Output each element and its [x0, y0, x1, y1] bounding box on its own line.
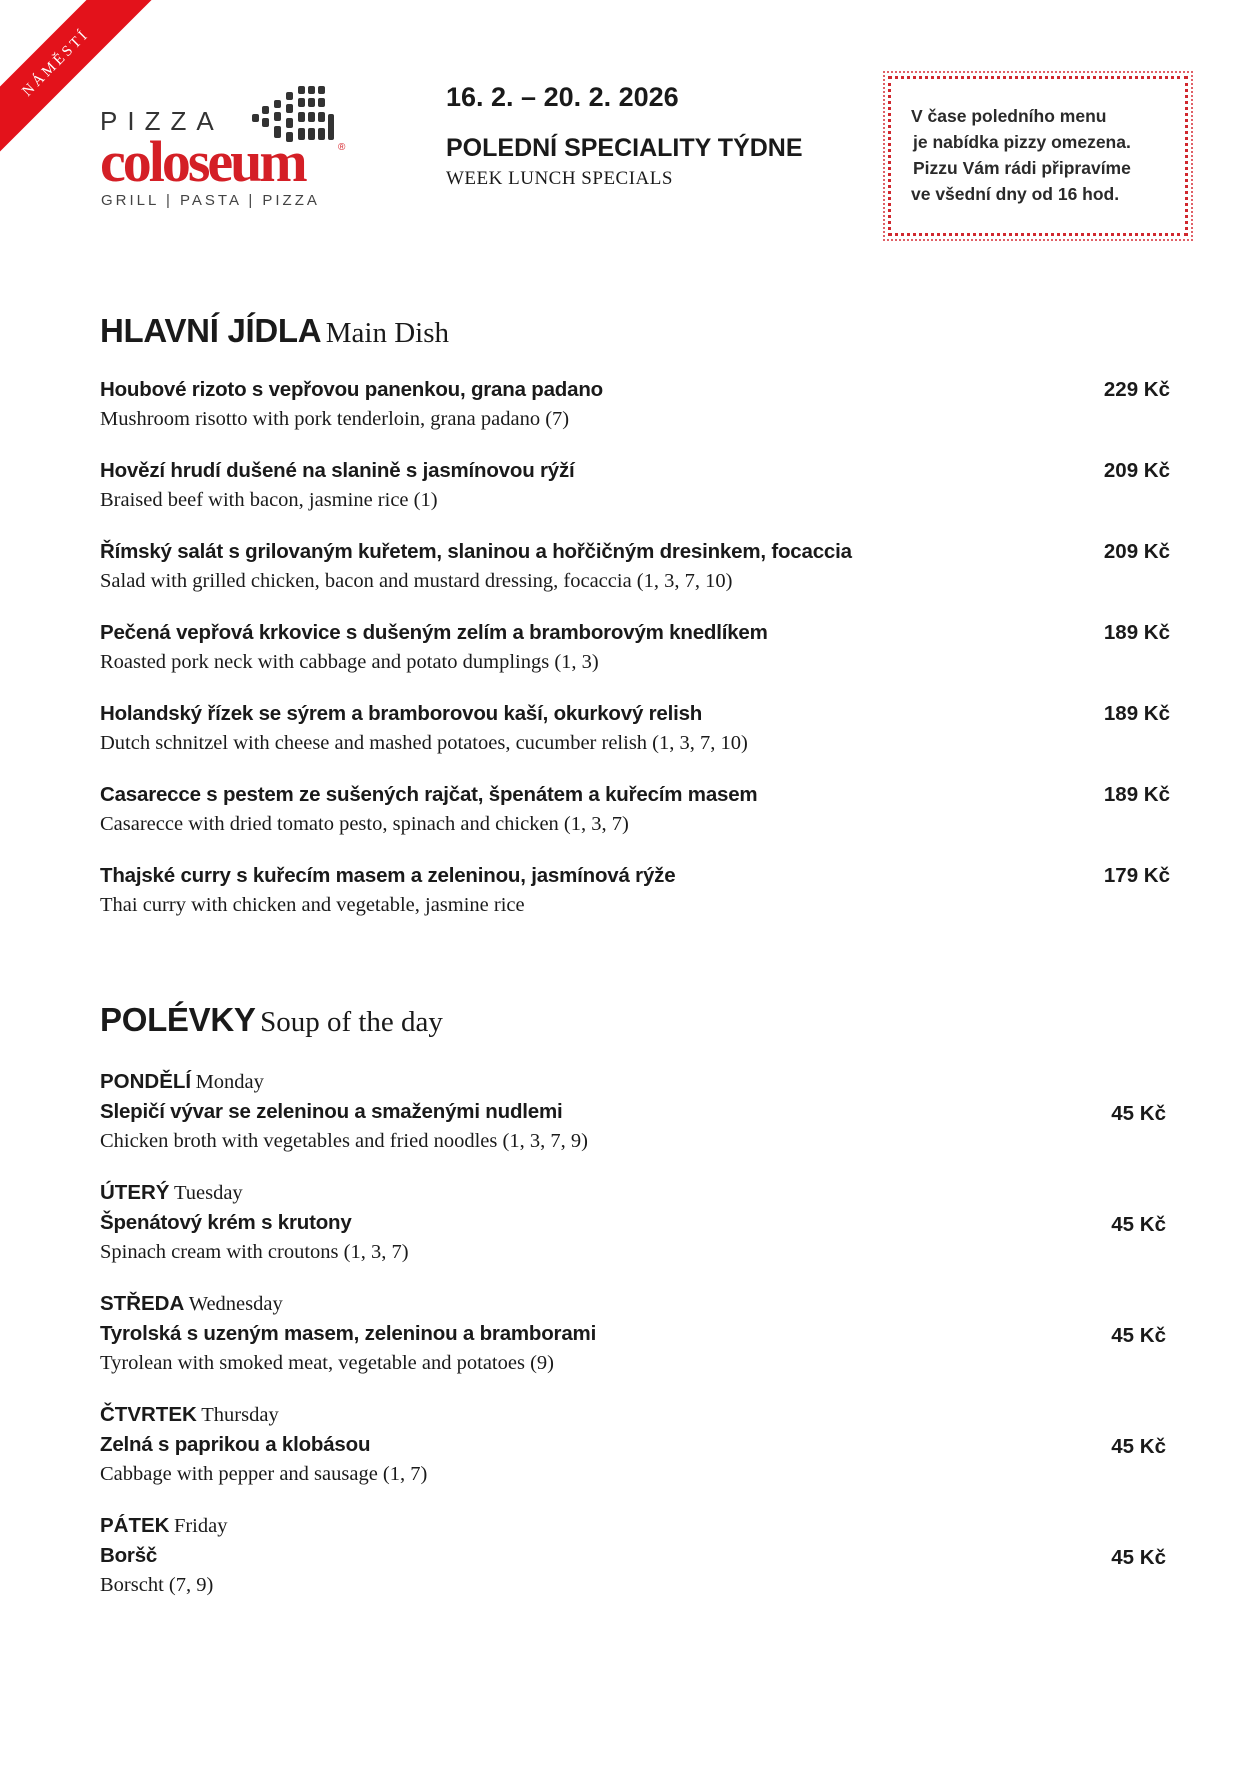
main-dish-item — [100, 378, 1170, 431]
dish-description: Dutch schnitzel with cheese and mashed potatoes, cucumber relish (1, 3, 7, 10) — [100, 732, 748, 754]
main-dish-item — [100, 621, 1170, 674]
dish-price: 209 Kč — [1103, 540, 1170, 563]
soup-name: Slepičí vývar se zeleninou a smaženými nudlemi — [100, 1100, 563, 1123]
soup-price: 45 Kč — [1111, 1324, 1166, 1347]
soup-item — [100, 1292, 1170, 1375]
pizza-notice-box — [888, 76, 1188, 236]
main-dish-item — [100, 864, 1170, 917]
soup-day-en: Friday — [173, 1515, 228, 1537]
soup-day — [100, 1070, 1170, 1094]
dish-description: Mushroom risotto with pork tenderloin, grana padano (7) — [100, 408, 570, 430]
soup-day-en: Monday — [195, 1071, 264, 1093]
soup-day-en: Thursday — [201, 1404, 279, 1426]
soup-price: 45 Kč — [1111, 1546, 1166, 1569]
logo-name: coloseum — [100, 129, 305, 194]
dish-price: 189 Kč — [1103, 702, 1170, 725]
dish-name: Římský salát s grilovaným kuřetem, slaninou a hořčičným dresinkem, focaccia — [100, 540, 852, 563]
dish-name: Casarecce s pestem ze sušených rajčat, špenátem a kuřecím masem — [100, 783, 758, 806]
dish-price: 189 Kč — [1103, 621, 1170, 644]
soup-description: Borscht (7, 9) — [100, 1574, 214, 1596]
date-range: 16. 2. – 20. 2. 2026 — [446, 82, 679, 112]
main-dishes-title-en: Main Dish — [325, 317, 449, 349]
soup-name: Tyrolská s uzeným masem, zeleninou a bramborami — [100, 1322, 597, 1345]
dish-description: Thai curry with chicken and vegetable, jasmine rice — [100, 894, 525, 916]
notice-line: ve všední dny od 16 hod. — [911, 184, 1120, 204]
dish-description: Casarecce with dried tomato pesto, spinach and chicken (1, 3, 7) — [100, 813, 629, 835]
soup-item — [100, 1070, 1170, 1153]
dish-description: Braised beef with bacon, jasmine rice (1) — [100, 489, 438, 511]
main-dish-item — [100, 702, 1170, 755]
soup-name: Boršč — [100, 1544, 158, 1567]
dish-name: Thajské curry s kuřecím masem a zeleninou, jasmínová rýže — [100, 864, 676, 887]
main-dishes-heading — [100, 312, 449, 350]
dish-price: 179 Kč — [1103, 864, 1170, 887]
soup-item — [100, 1181, 1170, 1264]
notice-line: V čase poledního menu — [911, 106, 1107, 126]
soup-item — [100, 1514, 1170, 1597]
soup-day — [100, 1514, 1170, 1538]
soup-day-cz: STŘEDA — [100, 1292, 185, 1315]
soup-day-en: Tuesday — [173, 1182, 243, 1204]
logo-registered-mark: ® — [338, 142, 346, 153]
main-dishes-title-cz: HLAVNÍ JÍDLA — [100, 312, 322, 349]
dish-name: Holandský řízek se sýrem a bramborovou kaší, okurkový relish — [100, 702, 703, 725]
soup-day — [100, 1403, 1170, 1427]
notice-line: je nabídka pizzy omezena. — [913, 132, 1131, 152]
soup-description: Cabbage with pepper and sausage (1, 7) — [100, 1463, 428, 1485]
soup-day-cz: PÁTEK — [100, 1514, 170, 1537]
logo-pizza-text: PIZZA — [100, 106, 224, 136]
dish-name: Hovězí hrudí dušené na slanině s jasmínovou rýží — [100, 459, 575, 482]
soups-title-en: Soup of the day — [260, 1006, 443, 1038]
soup-price: 45 Kč — [1111, 1102, 1166, 1125]
main-dish-item — [100, 540, 1170, 593]
dish-price: 189 Kč — [1103, 783, 1170, 806]
soup-day-cz: ČTVRTEK — [100, 1403, 197, 1426]
soup-price: 45 Kč — [1111, 1435, 1166, 1458]
soup-description: Spinach cream with croutons (1, 3, 7) — [100, 1241, 409, 1263]
soup-day-cz: ÚTERÝ — [100, 1181, 170, 1204]
main-dish-item — [100, 459, 1170, 512]
soup-description: Tyrolean with smoked meat, vegetable and potatoes (9) — [100, 1352, 554, 1374]
soup-price: 45 Kč — [1111, 1213, 1166, 1236]
page-title: POLEDNÍ SPECIALITY TÝDNE — [446, 134, 803, 162]
dish-price: 229 Kč — [1103, 378, 1170, 401]
notice-line: Pizzu Vám rádi připravíme — [913, 158, 1131, 178]
dish-name: Pečená vepřová krkovice s dušeným zelím a bramborovým knedlíkem — [100, 621, 768, 644]
soup-name: Zelná s paprikou a klobásou — [100, 1433, 371, 1456]
soup-description: Chicken broth with vegetables and fried noodles (1, 3, 7, 9) — [100, 1130, 588, 1152]
soup-day — [100, 1181, 1170, 1205]
soup-day-cz: PONDĚLÍ — [100, 1070, 192, 1093]
dish-description: Salad with grilled chicken, bacon and mustard dressing, focaccia (1, 3, 7, 10) — [100, 570, 733, 592]
dish-name: Houbové rizoto s vepřovou panenkou, grana padano — [100, 378, 603, 401]
brand-logo — [100, 84, 360, 214]
page-subtitle: WEEK LUNCH SPECIALS — [446, 168, 673, 189]
soup-day-en: Wednesday — [188, 1293, 283, 1315]
corner-ribbon-label: NÁMĚSTÍ — [0, 0, 164, 170]
soup-item — [100, 1403, 1170, 1486]
soups-title-cz: POLÉVKY — [100, 1001, 256, 1038]
soup-day — [100, 1292, 1170, 1316]
logo-tagline: GRILL | PASTA | PIZZA — [101, 192, 320, 209]
dish-description: Roasted pork neck with cabbage and potato dumplings (1, 3) — [100, 651, 599, 673]
dish-price: 209 Kč — [1103, 459, 1170, 482]
main-dish-item — [100, 783, 1170, 836]
soups-heading — [100, 1001, 443, 1039]
soup-name: Špenátový krém s krutony — [100, 1211, 352, 1234]
